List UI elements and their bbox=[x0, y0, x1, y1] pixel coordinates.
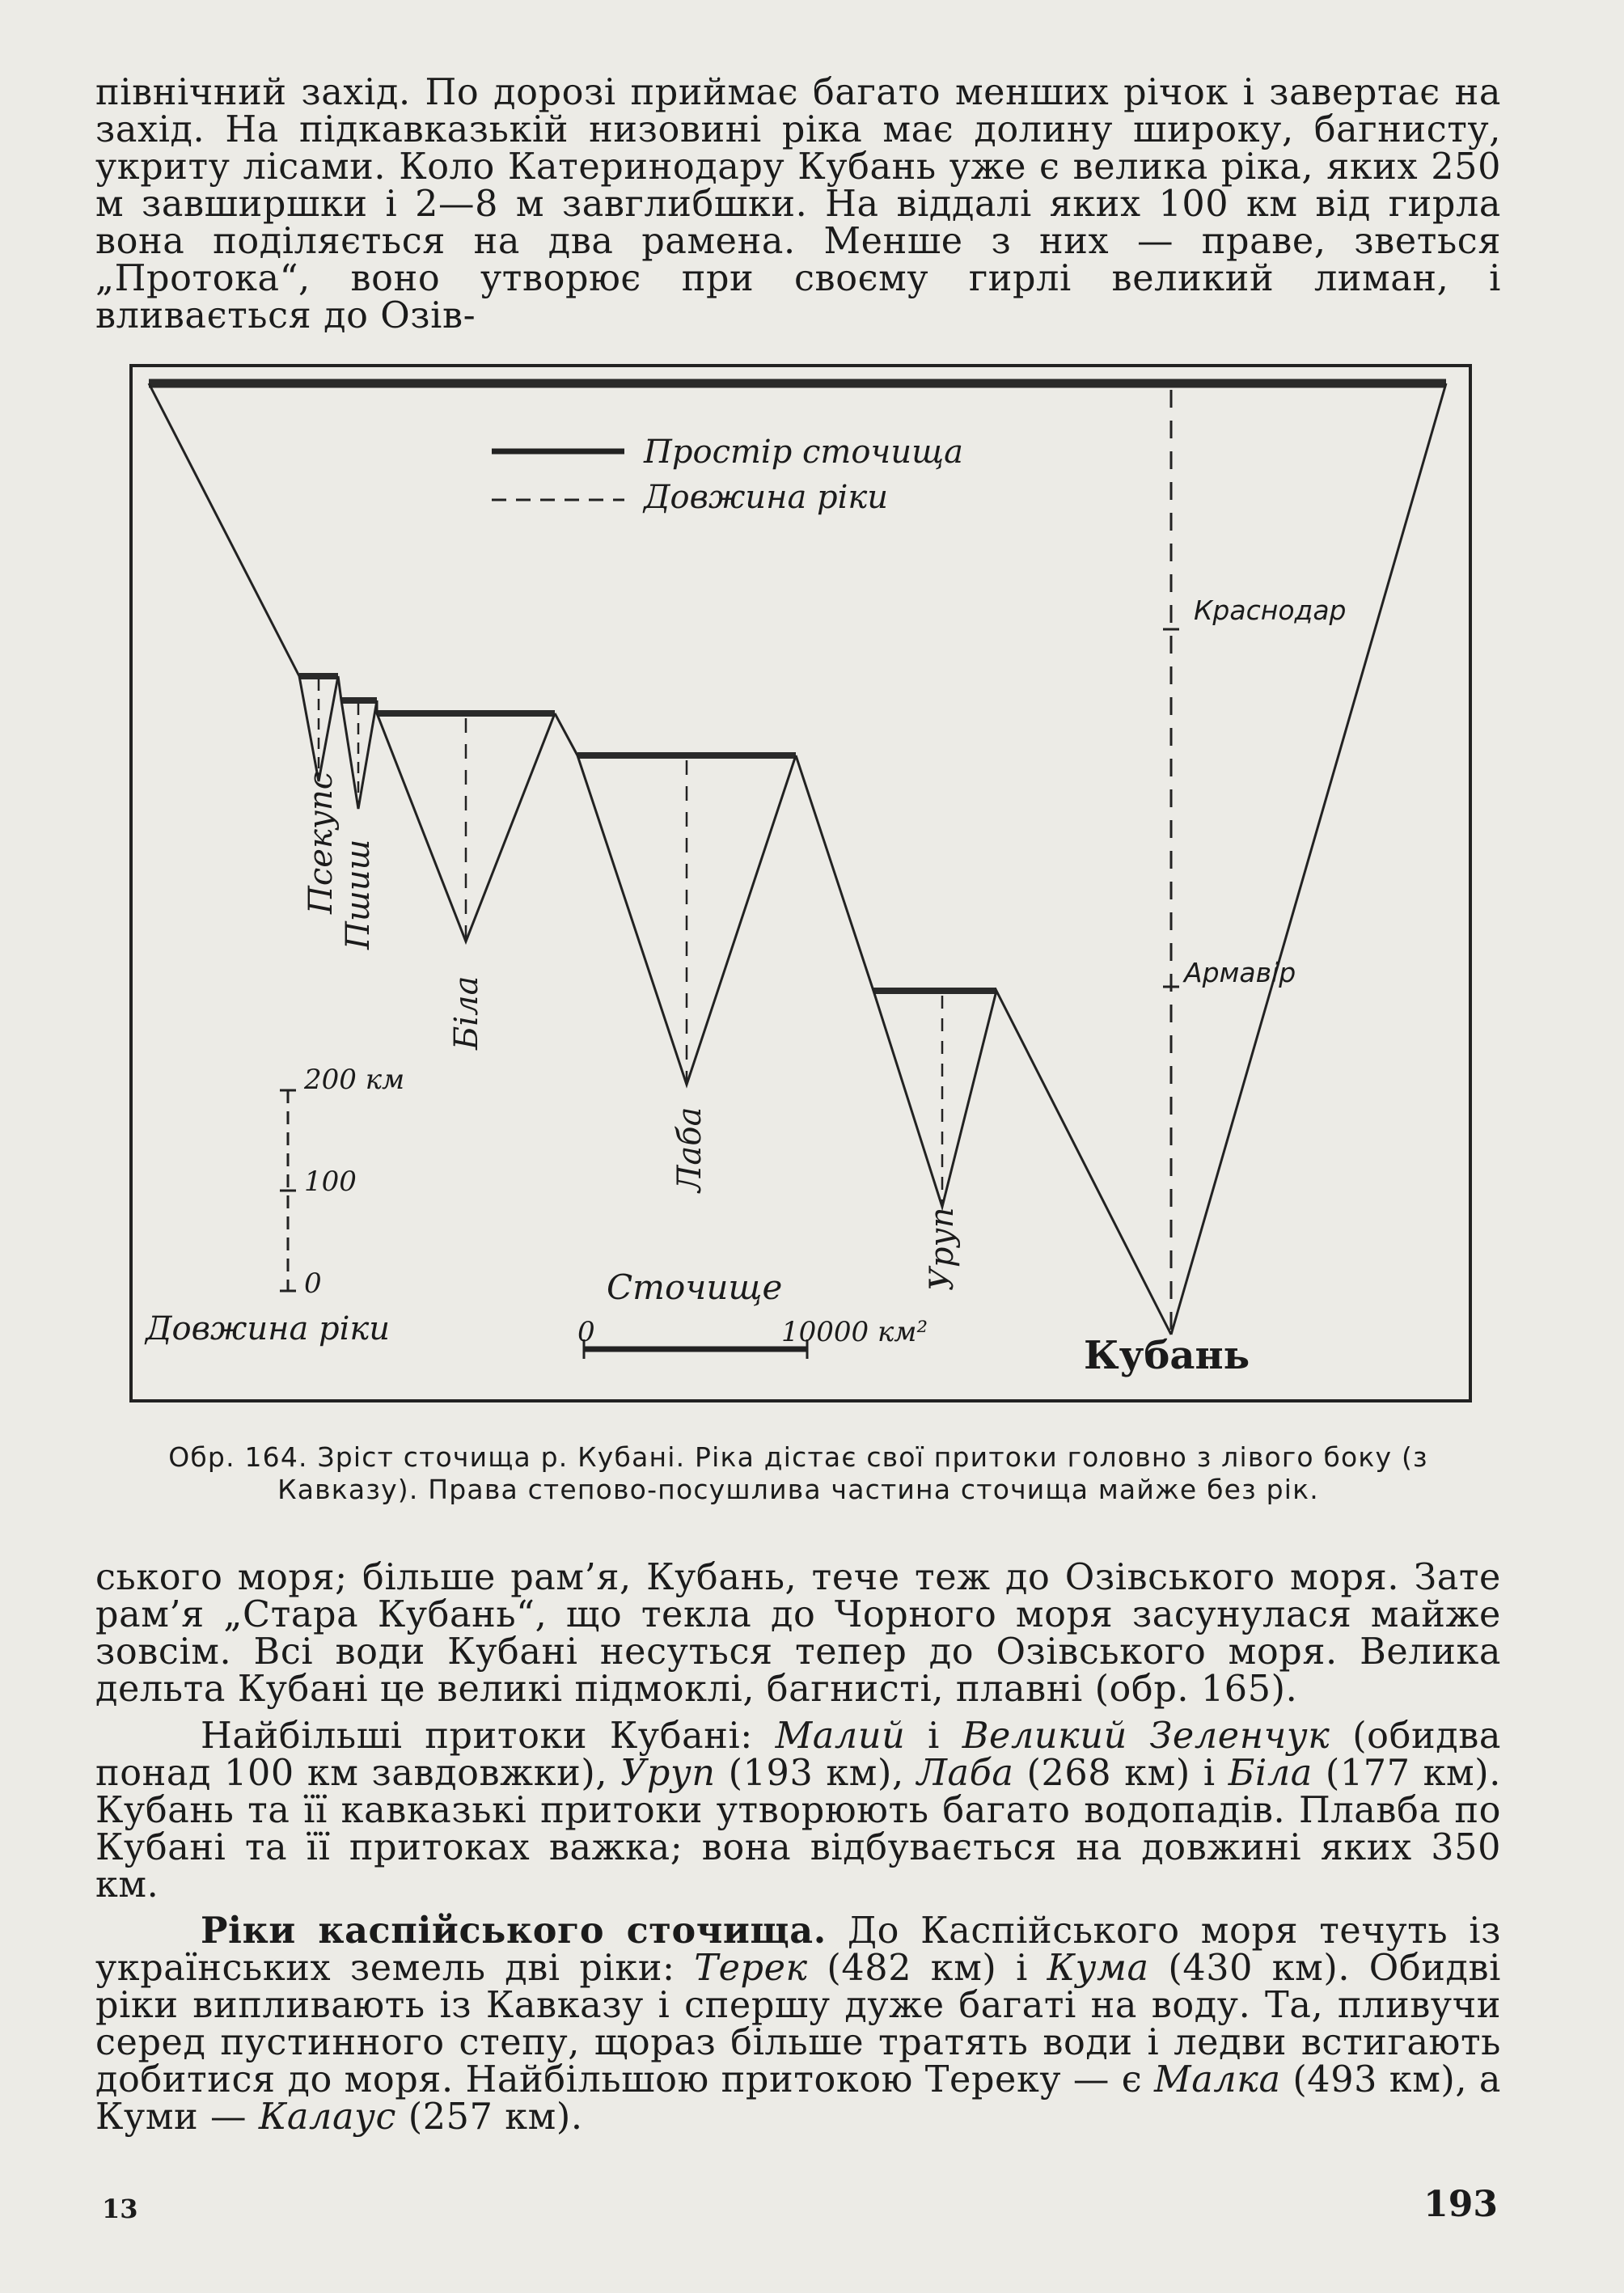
laba-triangle bbox=[555, 713, 796, 1085]
p2-text-5: (268 км) і bbox=[1013, 1753, 1229, 1794]
p2-river-bila: Біла bbox=[1228, 1753, 1313, 1794]
top-paragraph: північний захід. По дорозі приймає багато менших річок і завертає на захід. На підкавказькій низовині ріка має долину широку, багнисту, укриту лісами. Коло Катеринодару Кубань уже є велика ріка, яких 250 м завширшки і 2—8 м завглибшки. На віддалі яких 100 км від гирла вона поділяється на два рамена. Менше з них — праве, зветься „Протока“, воно утворює при своєму гирлі великий лиман, і вливається до Озів- bbox=[95, 72, 1501, 336]
length-scale-label-200: 200 км bbox=[304, 1064, 405, 1096]
paragraph-caspian bbox=[95, 1912, 1501, 2136]
paragraph-tributaries bbox=[95, 1718, 1501, 1904]
length-scale-label-0: 0 bbox=[304, 1267, 322, 1300]
p2-text-6: (177 км). Кубань та її кавказькі притоки утворюють багато водопадів. Плавба по Кубані та її притоках важка; вона відбувається на довжині яких 350 км. bbox=[95, 1753, 1501, 1906]
p2-river-laba: Лаба bbox=[916, 1753, 1014, 1794]
basin-scale-end-label: 10000 км² bbox=[781, 1316, 928, 1348]
figure-164 bbox=[128, 362, 1474, 1404]
psekups-label: Псекупс bbox=[302, 771, 340, 914]
page-number: 193 bbox=[1423, 2184, 1498, 2225]
length-scale-title: Довжина ріки bbox=[146, 1310, 391, 1347]
krasnodar-label: Краснодар bbox=[1194, 594, 1347, 626]
legend-basin-label: Простір сточища bbox=[644, 434, 963, 471]
section-heading-caspian: Ріки каспійського сточища. bbox=[201, 1910, 827, 1952]
p3-river-kalaus: Калаус bbox=[258, 2096, 397, 2138]
p3-text-1: До Каспійського моря течуть із українських земель дві ріки: bbox=[95, 1910, 1501, 1989]
p3-river-malka: Малка bbox=[1154, 2059, 1281, 2101]
p2-river-velykyi-zelenchuk: Великий Зеленчук bbox=[962, 1716, 1330, 1757]
p2-text-2: і bbox=[905, 1716, 962, 1757]
legend-length-label: Довжина ріки bbox=[644, 479, 889, 516]
laba-label: Лаба bbox=[671, 1106, 708, 1192]
p3-text-4: (493 км), а Куми — bbox=[95, 2059, 1501, 2138]
paragraph-delta: ського моря; більше рам’я, Кубань, тече теж до Озівського моря. Зате рам’я „Стара Кубань“, що текла до Чорного моря засунулася майже зовсім. Всі води Кубані несуться тепер до Озівського моря. Велика дельта Кубані це великі підмоклі, багнисті, плавні (обр. 165). bbox=[95, 1557, 1501, 1710]
p3-text-5: (257 км). bbox=[396, 2096, 583, 2138]
bila-label: Біла bbox=[448, 975, 485, 1050]
urup-triangle bbox=[796, 755, 1171, 1335]
armavir-label: Армавір bbox=[1184, 957, 1296, 988]
p2-text-4: (193 км), bbox=[715, 1753, 917, 1794]
pshysh-label: Пшиш bbox=[340, 839, 377, 950]
kuban-right-edge bbox=[1171, 383, 1446, 1335]
p2-river-urup: Уруп bbox=[620, 1753, 716, 1794]
basin-diagram bbox=[128, 362, 1474, 1404]
p3-text-3: (430 км). Обидві ріки випливають із Кавказу і спершу дуже багаті на воду. Та, пливучи серед пустинного степу, щораз більше тратять води і ледви встигають добитися до моря. Найбільшою притокою Тереку — є bbox=[95, 1948, 1501, 2101]
kuban-label: Кубань bbox=[1084, 1333, 1250, 1378]
figure-caption: Обр. 164. Зріст сточища р. Кубані. Ріка дістає свої притоки головно з лівого боку (з Кавказу). Права степово-посушлива частина сточища майже без рік. bbox=[168, 1441, 1428, 1505]
p2-text-1: Найбільші притоки Кубані: bbox=[201, 1716, 776, 1757]
basin-scale-title: Сточище bbox=[607, 1267, 783, 1307]
kuban-left-edge bbox=[149, 383, 299, 676]
p3-text-2: (482 км) і bbox=[807, 1948, 1047, 1989]
basin-scale-start-label: 0 bbox=[577, 1316, 595, 1348]
p3-river-kuma: Кума bbox=[1047, 1948, 1149, 1989]
p2-river-malyi: Малий bbox=[775, 1716, 906, 1757]
p3-river-terek: Терек bbox=[694, 1948, 808, 1989]
signature-mark: 13 bbox=[102, 2194, 138, 2224]
p2-text-3: (обидва понад 100 км завдовжки), bbox=[95, 1716, 1502, 1794]
urup-label: Уруп bbox=[924, 1207, 961, 1291]
length-scale-label-100: 100 bbox=[304, 1166, 357, 1198]
